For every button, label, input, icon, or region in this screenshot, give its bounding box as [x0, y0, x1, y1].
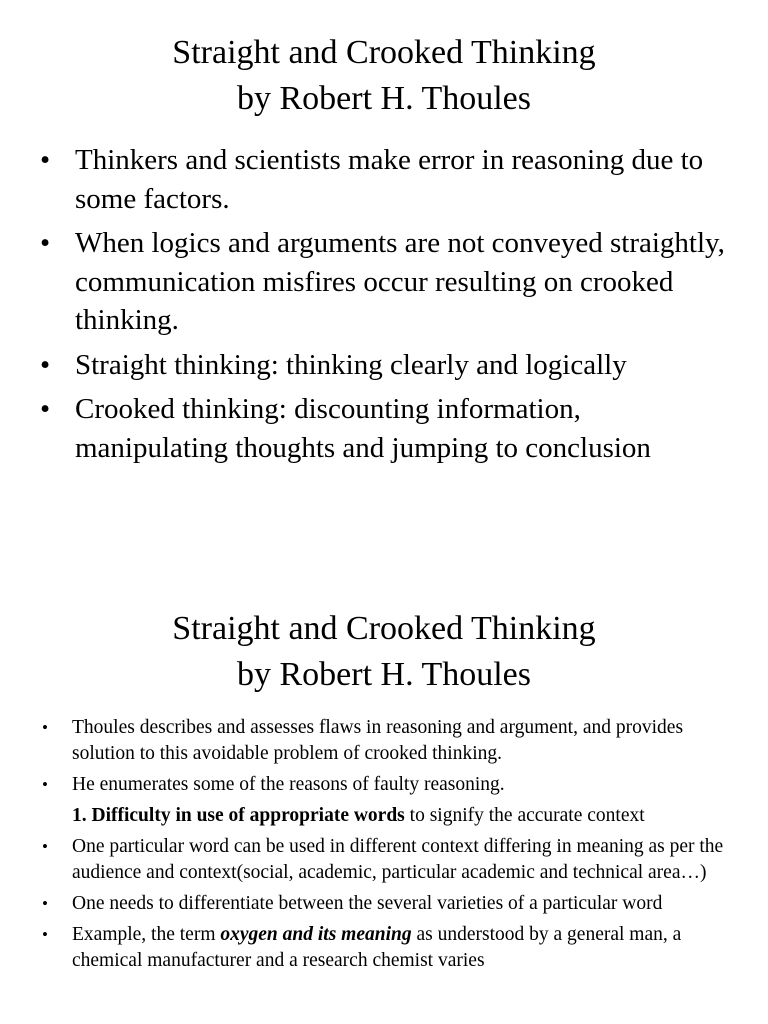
slide-1-bullet-text: When logics and arguments are not conveyed straightly, communication misfires occur resulting on crooked thinking. — [75, 227, 725, 336]
slide-2-bullet-item — [40, 834, 740, 886]
slide-2-bullet-item — [40, 891, 740, 917]
slide-2-numbered-item — [40, 803, 740, 829]
slide-1-bullet-item — [40, 390, 740, 467]
slide-2-bullet-text-start: Example, the term — [72, 924, 221, 945]
slide-1-bullet-text: Crooked thinking: discounting information, manipulating thoughts and jumping to conclusion — [75, 393, 651, 464]
slide-1-title — [0, 30, 768, 122]
slide-2-bullet-item — [40, 772, 740, 798]
bullet-icon: • — [40, 348, 51, 381]
slide-1 — [0, 0, 768, 500]
slide-2-bullet-text: One particular word can be used in different context differing in meaning as per the audience and context(social, academic, particular academic and technical area…) — [72, 836, 724, 883]
slide-2 — [0, 576, 768, 1024]
slide-2-bullet-emphasis: oxygen and its meaning — [220, 924, 412, 945]
bullet-icon: • — [42, 894, 48, 913]
bullet-icon: • — [40, 144, 51, 176]
slide-1-bullet-text: Thinkers and scientists make error in reasoning due to some factors. — [75, 144, 704, 215]
slide-1-bullet-item — [40, 141, 740, 218]
slide-1-bullet-item — [40, 224, 740, 340]
slide-2-bullet-item — [40, 715, 740, 767]
slide-2-bullet-text: Thoules describes and assesses flaws in reasoning and argument, and provides solution to this avoidable problem of crooked thinking. — [72, 717, 684, 764]
bullet-icon: • — [40, 393, 51, 425]
bullet-icon: • — [42, 925, 48, 944]
numbered-item-heading: 1. Difficulty in use of appropriate words — [72, 805, 405, 826]
slide-2-bullet-item — [40, 922, 740, 974]
slide-2-title-line-2: by Robert H. Thoules — [236, 656, 531, 693]
slide-1-bullet-item — [40, 346, 740, 385]
slide-2-bullet-text: He enumerates some of the reasons of faulty reasoning. — [72, 774, 505, 795]
slide-2-bullet-list — [40, 715, 740, 979]
bullet-icon: • — [42, 775, 48, 794]
bullet-icon: • — [42, 837, 48, 856]
slide-2-title — [0, 606, 768, 698]
slide-1-bullet-text: Straight thinking: thinking clearly and logically — [75, 348, 627, 381]
slide-1-bullet-list — [40, 141, 740, 473]
bullet-icon: • — [40, 227, 51, 259]
bullet-icon: • — [42, 718, 48, 737]
slide-2-title-line-1: Straight and Crooked Thinking — [172, 610, 596, 647]
slide-2-bullet-text-end: as understood by a general man, a chemical manufacturer and a research chemist varies — [72, 924, 682, 971]
slide-1-title-line-2: by Robert H. Thoules — [236, 80, 531, 117]
numbered-item-text: to signify the accurate context — [404, 805, 645, 826]
slide-1-title-line-1: Straight and Crooked Thinking — [172, 34, 596, 71]
slide-2-bullet-text: One needs to differentiate between the several varieties of a particular word — [72, 893, 663, 914]
